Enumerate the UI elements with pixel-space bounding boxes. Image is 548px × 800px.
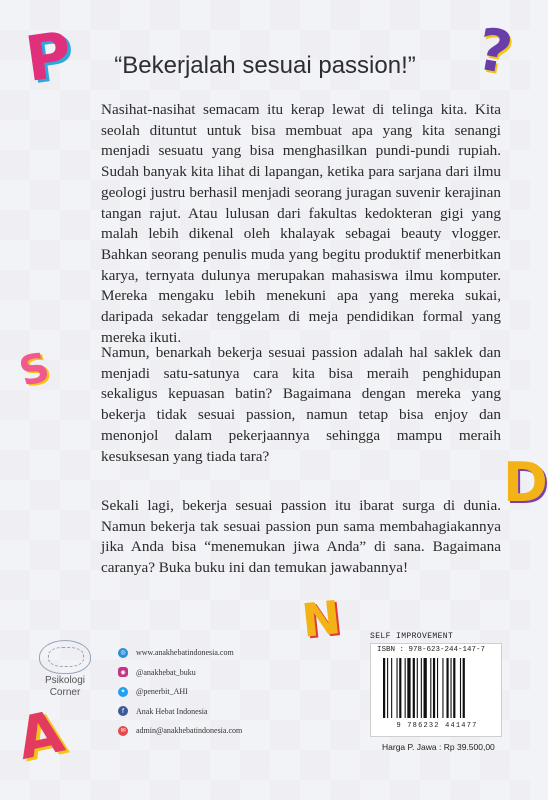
blurb-paragraph-2: Namun, benarkah bekerja sesuai passion adalah hal saklek dan menjadi satu-satunya cara kita bisa meraih penghidupan sekaligus kepuasan batin? Bagaimana dengan mereka yang bekerja tidak sesuai passion, namun tetap bisa enjoy dan menonjol dalam pekerjaannya sehingga mampu meraih kesuksesan yang tiada tara? <box>101 344 501 465</box>
barcode-icon <box>383 658 491 718</box>
decorative-question-mark: ? <box>472 14 518 88</box>
decorative-letter-s: S <box>14 344 55 396</box>
email-icon: ✉ <box>118 726 128 736</box>
isbn-barcode-box <box>370 643 502 737</box>
contact-text: @anakhebat_buku <box>136 667 196 677</box>
brain-icon <box>39 640 91 674</box>
price-label: Harga P. Jawa : Rp 39.500,00 <box>382 742 495 752</box>
globe-icon: ◎ <box>118 648 128 658</box>
contact-twitter <box>118 682 308 702</box>
decorative-letter-a: A <box>11 697 70 773</box>
book-category: SELF IMPROVEMENT <box>370 632 454 641</box>
blurb-paragraph-3: Sekali lagi, bekerja sesuai passion itu ibarat surga di dunia. Namun bekerja tak sesuai passion pun sama membahagiakannya jika Anda bisa “menemukan jiwa Anda” di sana. Bagaimana caranya? Buka buku ini dan temukan jawabannya! <box>101 497 501 577</box>
blurb-paragraph-1: Nasihat-nasihat semacam itu kerap lewat di telinga kita. Kita seolah dituntut untuk bisa membuat apa yang kita senangi menjadi sesuatu yang bisa menghasilkan pundi-pundi rupiah. Sudah banyak kita lihat di lapangan, ketika para sarjana dari ilmu geologi justru berhasil menjadi seorang juragan suvenir kerajinan tangan rajut. Atau lulusan dari fakultas kedokteran gigi yang malah lebih dikenal oleh khalayak sebagai beauty vlogger. Bahkan seorang penulis muda yang begitu produktif menerbitkan karya, ternyata dulunya merupakan mahasiswa ilmu komputer. Mereka mengaku lebih menekuni apa yang mereka sukai, daripada sekadar tenggelam di meja pendidikan formal yang mereka ikuti. <box>101 101 501 346</box>
contact-text: Anak Hebat Indonesia <box>136 706 208 716</box>
contact-website <box>118 643 308 663</box>
brand-line-1: Psikologi <box>44 675 86 686</box>
contact-text: admin@anakhebatindonesia.com <box>136 726 243 736</box>
publisher-contacts <box>118 643 308 741</box>
decorative-letter-p: P <box>21 17 77 96</box>
isbn-text: ISBN : 978-623-244-147-7 <box>377 646 486 654</box>
twitter-icon: ✦ <box>118 687 128 697</box>
decorative-letter-d: D <box>503 451 548 514</box>
brand-line-2: Corner <box>49 687 81 698</box>
facebook-icon: f <box>118 706 128 716</box>
instagram-icon: ◉ <box>118 667 128 677</box>
publisher-logo <box>30 640 100 698</box>
contact-email <box>118 721 308 741</box>
contact-text: www.anakhebatindonesia.com <box>136 648 234 658</box>
contact-instagram <box>118 663 308 683</box>
decorative-letter-n: N <box>299 590 344 648</box>
contact-text: @penerbit_AHI <box>136 687 188 697</box>
headline-quote: “Bekerjalah sesuai passion!” <box>114 52 416 79</box>
contact-facebook <box>118 702 308 722</box>
barcode-number: 9 786232 441477 <box>396 722 478 730</box>
